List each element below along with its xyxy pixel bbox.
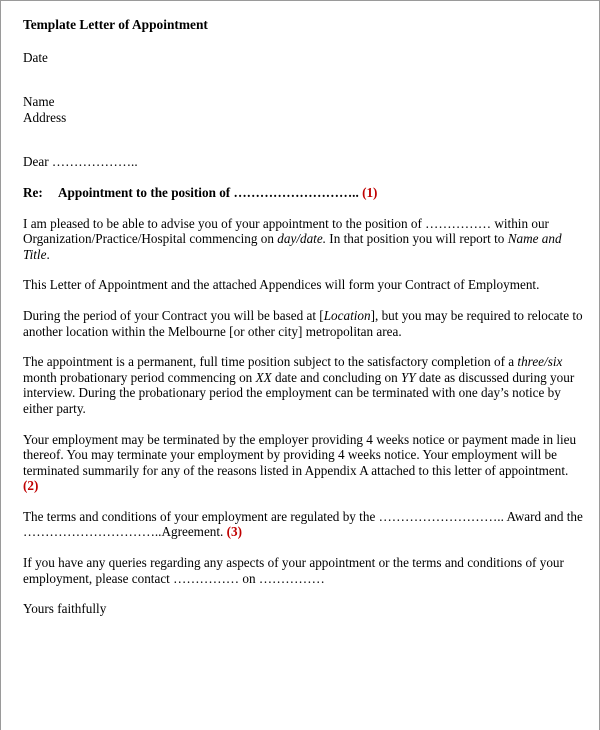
- paragraph-terms: The terms and conditions of your employment are regulated by the ……………………….. Award and the …………………………..Agreement. (3): [23, 508, 583, 540]
- name-line: Name: [23, 94, 55, 110]
- re-text: Appointment to the position of ………………………..: [58, 184, 363, 200]
- paragraph-contract: This Letter of Appointment and the attached Appendices will form your Contract of Employment.: [23, 277, 540, 293]
- paragraph-location: During the period of your Contract you will be based at [Location], but you may be required to relocate to another location within the Melbourne [or other city] metropolitan area.: [23, 307, 583, 339]
- date-line: Date: [23, 49, 48, 65]
- reference-marker-3: (3): [226, 524, 243, 540]
- closing-line: Yours faithfully: [23, 601, 107, 617]
- address-line: Address: [23, 109, 67, 125]
- re-label: Re:: [23, 184, 43, 200]
- salutation: Dear ………………..: [23, 154, 138, 170]
- letter-title: Template Letter of Appointment: [23, 17, 208, 32]
- letter-body: [23, 17, 583, 617]
- paragraph-queries: If you have any queries regarding any aspects of your appointment or the terms and conditions of your employment, please contact …………… on ……………: [23, 555, 564, 586]
- reference-marker-2: (2): [23, 478, 39, 494]
- re-line: [23, 185, 583, 201]
- paragraph-probation: The appointment is a permanent, full time position subject to the satisfactory completion of a three/six month probationary period commencing on XX date and concluding on YY date as discussed during your interview. During the probationary period the employment can be terminated with one day’s notice by either party.: [23, 354, 575, 416]
- paragraph-termination: Your employment may be terminated by the employer providing 4 weeks notice or payment made in lieu thereof. You may terminate your employment by providing 4 weeks notice. Your employment will be terminated summarily for any of the reasons listed in Appendix A attached to this letter of appointment. (2): [23, 431, 577, 494]
- paragraph-appointment: I am pleased to be able to advise you of your appointment to the position of …………… within our Organization/Practice/Hospital commencing on day/date. In that position you will report to Name and Title.: [23, 215, 562, 262]
- reference-marker-1: (1): [362, 184, 378, 200]
